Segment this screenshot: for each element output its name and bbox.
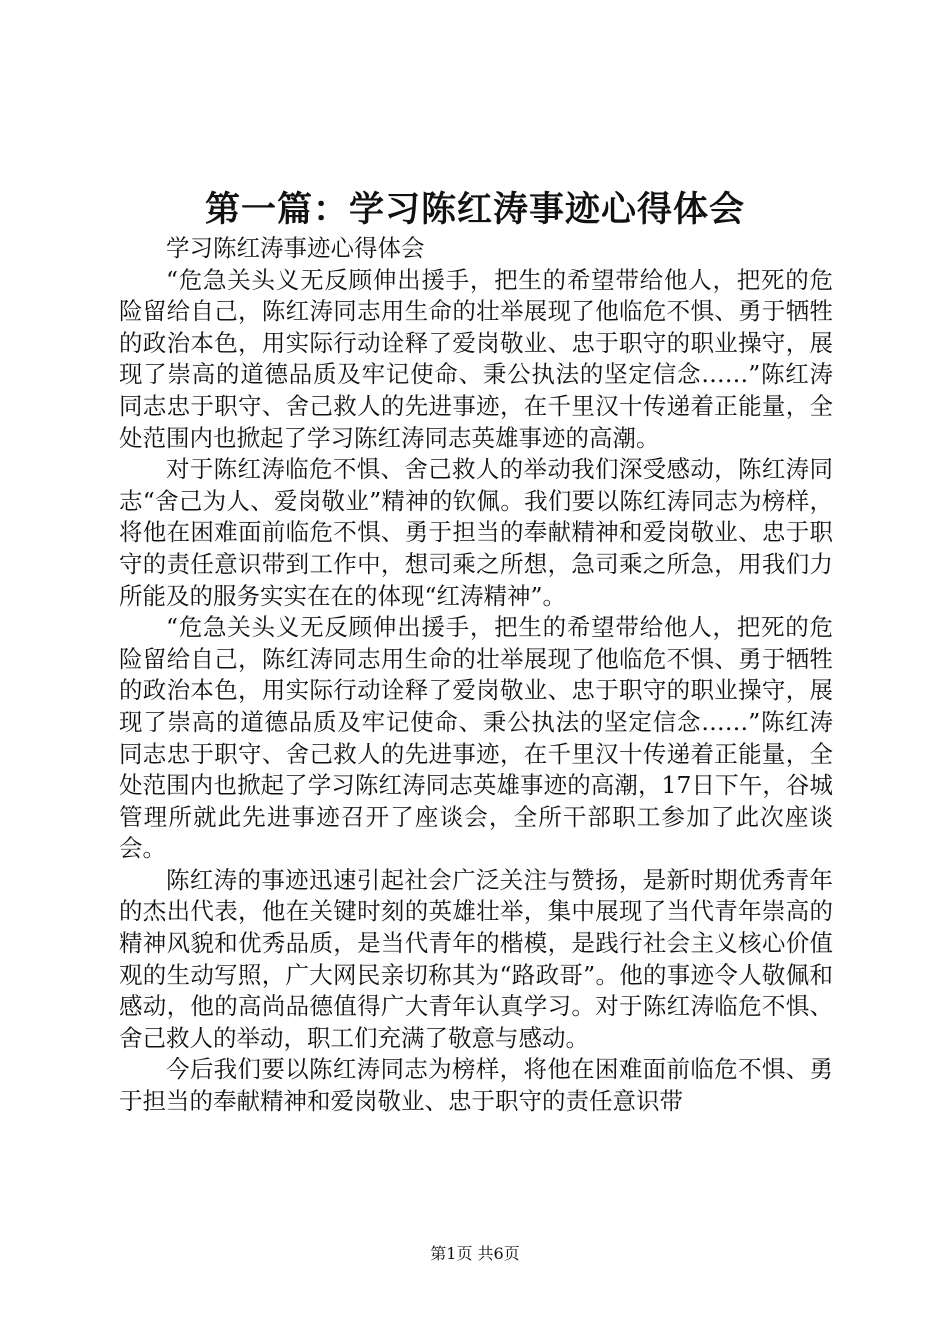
paragraph-subtitle: 学习陈红涛事迹心得体会: [166, 234, 425, 262]
paragraph: 对于陈红涛临危不惧、舍己救人的举动我们深受感动，陈红涛同志“舍己为人、爱岗敬业”精神的钦佩。我们要以陈红涛同志为榜样，将他在困难面前临危不惧、勇于担当的奉献精神和爱岗敬业、忠于职守的责任意识带到工作中，想司乘之所想，急司乘之所急，用我们力所能及的服务实实在在的体现“红涛精神”。: [119, 455, 833, 610]
paragraph: 陈红涛的事迹迅速引起社会广泛关注与赞扬，是新时期优秀青年的杰出代表，他在关键时刻的英雄壮举，集中展现了当代青年崇高的精神风貌和优秀品质，是当代青年的楷模，是践行社会主义核心价值观的生动写照，广大网民亲切称其为“路政哥”。他的事迹令人敬佩和感动，他的高尚品德值得广大青年认真学习。对于陈红涛临危不惧、舍己救人的举动，职工们充满了敬意与感动。: [119, 865, 833, 1052]
document-title: 第一篇：学习陈红涛事迹心得体会: [204, 189, 745, 230]
page-number-footer: 第1页 共6页: [430, 1244, 520, 1263]
paragraph: 今后我们要以陈红涛同志为榜样，将他在困难面前临危不惧、勇于担当的奉献精神和爱岗敬业、忠于职守的责任意识带: [119, 1055, 833, 1116]
paragraph: “危急关头义无反顾伸出援手，把生的希望带给他人，把死的危险留给自己，陈红涛同志用生命的壮举展现了他临危不惧、勇于牺牲的政治本色，用实际行动诠释了爱岗敬业、忠于职守的职业操守，展现了崇高的道德品质及牢记使命、秉公执法的坚定信念……”陈红涛同志忠于职守、舍己救人的先进事迹，在千里汉十传递着正能量，全处范围内也掀起了学习陈红涛同志英雄事迹的高潮，17日下午，谷城管理所就此先进事迹召开了座谈会，全所干部职工参加了此次座谈会。: [119, 613, 833, 863]
paragraph: “危急关头义无反顾伸出援手，把生的希望带给他人，把死的危险留给自己，陈红涛同志用生命的壮举展现了他临危不惧、勇于牺牲的政治本色，用实际行动诠释了爱岗敬业、忠于职守的职业操守，展现了崇高的道德品质及牢记使命、秉公执法的坚定信念……”陈红涛同志忠于职守、舍己救人的先进事迹，在千里汉十传递着正能量，全处范围内也掀起了学习陈红涛同志英雄事迹的高潮。: [119, 265, 833, 452]
document-body: [119, 233, 833, 1118]
